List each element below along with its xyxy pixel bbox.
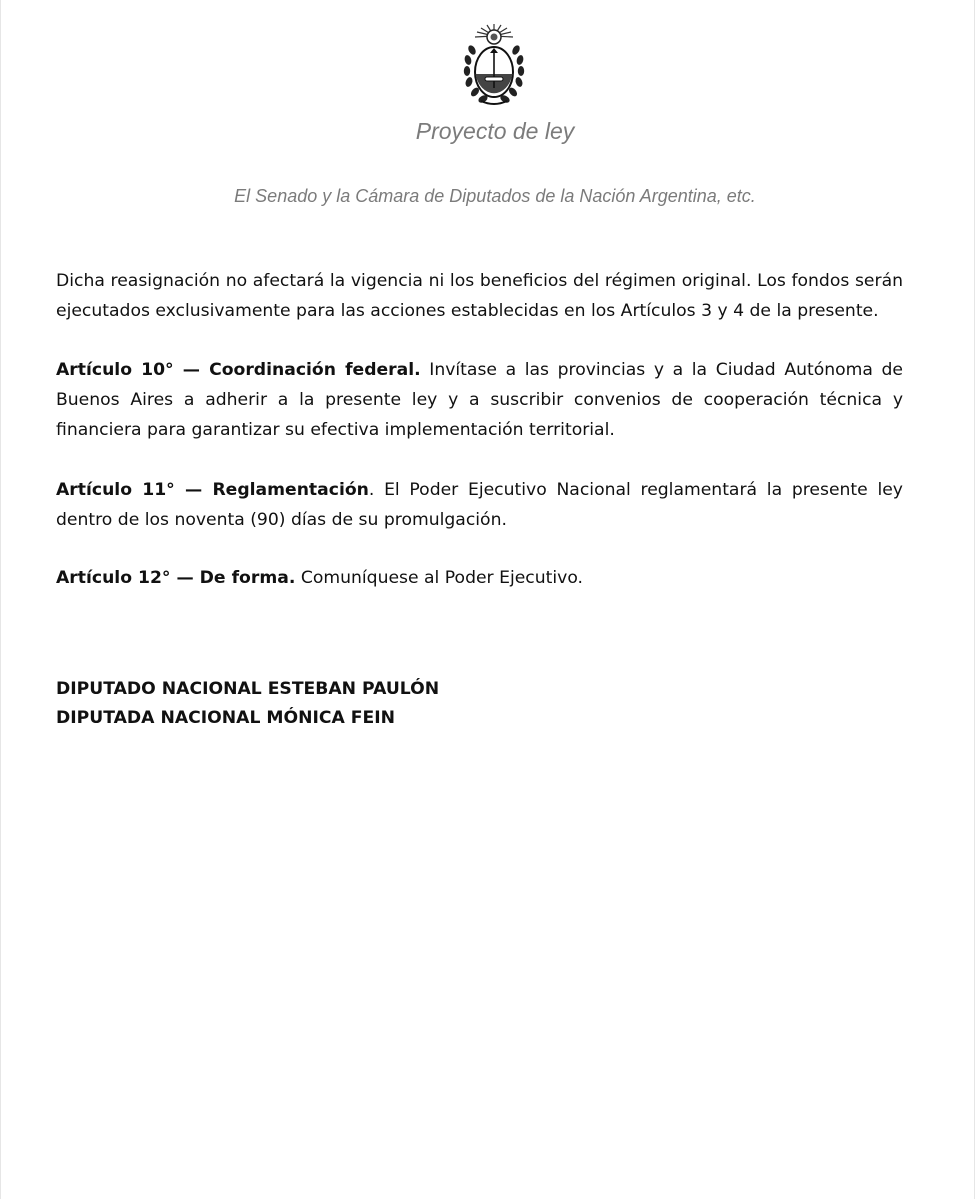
article-heading: Artículo 11° — Reglamentación: [56, 480, 369, 500]
article-11: [56, 475, 903, 535]
article-heading: Artículo 10° — Coordinación federal.: [56, 360, 421, 380]
paragraph-text: Dicha reasignación no afectará la vigencia ni los beneficios del régimen original. Los fondos serán ejecutados exclusivamente para las acciones establecidas en los Artículos 3 y 4 de la presente.: [56, 271, 903, 321]
article-text: . El Poder Ejecutivo Nacional reglamentará la presente ley dentro de los noventa (90) días de su promulgación.: [56, 480, 903, 530]
document-title: Proyecto de ley: [415, 118, 575, 144]
signer-name: DIPUTADA NACIONAL MÓNICA FEIN: [56, 708, 396, 728]
signer-name: DIPUTADO NACIONAL ESTEBAN PAULÓN: [56, 679, 440, 699]
argentina-coat-of-arms-icon: [459, 22, 529, 106]
article-12: [56, 563, 903, 593]
article-text: Comuníquese al Poder Ejecutivo.: [295, 568, 583, 588]
signature-block: [56, 675, 903, 733]
article-10: [56, 355, 903, 445]
article-heading: Artículo 12° — De forma.: [56, 568, 296, 588]
document-subtitle: El Senado y la Cámara de Diputados de la Nación Argentina, etc.: [234, 186, 756, 206]
article-text: Invítase a las provincias y a la Ciudad Autónoma de Buenos Aires a adherir a la presente ley y a suscribir convenios de cooperación técnica y financiera para garantizar su efectiva implementación territorial.: [56, 360, 904, 440]
paragraph-reasignacion: [56, 266, 903, 326]
